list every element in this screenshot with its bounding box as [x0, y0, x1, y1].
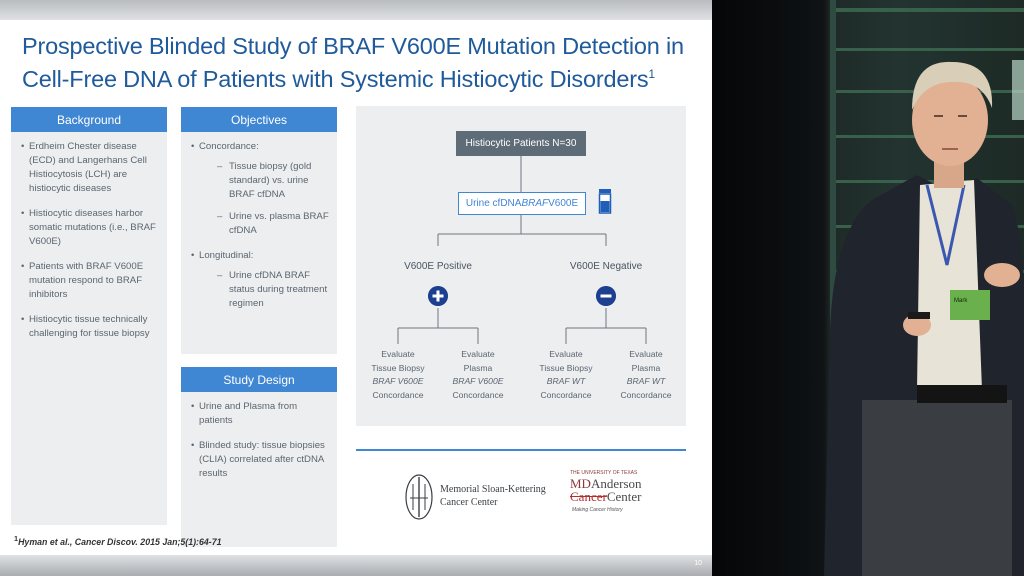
- mda-cancer-center: [570, 489, 641, 505]
- urine-label-prefix: Urine cfDNA: [465, 198, 522, 209]
- speaker-badge-name: Mark: [954, 298, 968, 304]
- mda-university-text: THE UNIVERSITY OF TEXAS: [570, 470, 638, 476]
- objective-concordance: Concordance:: [199, 141, 259, 152]
- leaf-line: Concordance: [452, 389, 504, 400]
- objective-longitudinal: Longitudinal:: [199, 250, 254, 261]
- md-anderson-logo: [570, 470, 660, 520]
- list-item: • Urine and Plasma from patients: [191, 400, 329, 428]
- study-flow-diagram: [356, 106, 686, 426]
- leaf-line: Tissue Biopsy: [539, 362, 593, 373]
- slide-top-bar: [0, 0, 712, 20]
- list-item: [191, 249, 329, 311]
- leaf-line: Concordance: [372, 389, 424, 400]
- stage-camera-view: [712, 0, 1024, 576]
- title-line-1: Prospective Blinded Study of BRAF V600E Mutation Detection in: [22, 33, 684, 59]
- study-design-header: Study Design: [181, 367, 337, 392]
- study-design-section: [181, 367, 337, 547]
- objectives-body: [181, 132, 337, 354]
- negative-label: V600E Negative: [569, 261, 643, 272]
- logo-divider: [356, 449, 686, 451]
- leaf-line: BRAF WT: [626, 376, 666, 386]
- mskcc-name-line2: Cancer Center: [440, 497, 498, 508]
- page-number: 10: [694, 560, 702, 567]
- leaf-line: BRAF V600E: [452, 376, 504, 386]
- objectives-list: [181, 132, 337, 311]
- leaf-line: Evaluate: [461, 349, 495, 359]
- list-item: – Urine vs. plasma BRAF cfDNA: [217, 210, 329, 238]
- leaf-line: Concordance: [540, 389, 592, 400]
- objectives-section: [181, 107, 337, 354]
- footnote-marker: 1: [14, 534, 19, 543]
- speaker-photo: [712, 0, 1024, 576]
- mskcc-logo: [402, 470, 546, 525]
- urine-label-suffix: V600E: [548, 198, 579, 209]
- list-item: [191, 140, 329, 238]
- leaf-line: Concordance: [620, 389, 672, 400]
- leaf-tissue-v600e: [360, 348, 436, 402]
- leaf-line: Evaluate: [629, 349, 663, 359]
- title-line-2: Cell-Free DNA of Patients with Systemic Histiocytic Disorders: [22, 66, 649, 92]
- leaf-line: BRAF V600E: [372, 376, 424, 386]
- leaf-line: Plasma: [463, 362, 493, 373]
- mskcc-name-line1: Memorial Sloan-Kettering: [440, 484, 546, 495]
- urine-label-gene: BRAF: [521, 198, 549, 209]
- title-superscript: 1: [648, 67, 655, 82]
- list-item: • Blinded study: tissue biopsies (CLIA) correlated after ctDNA results: [191, 439, 329, 481]
- list-item: • Erdheim Chester disease (ECD) and Langerhans Cell Histiocytosis (LCH) are histiocytic diseases: [21, 140, 159, 196]
- mda-center: Center: [606, 489, 642, 504]
- objective-sublist: [199, 269, 329, 311]
- objectives-header: Objectives: [181, 107, 337, 132]
- leaf-line: Tissue Biopsy: [371, 362, 425, 373]
- objective-sublist: [199, 160, 329, 238]
- study-design-body: [181, 392, 337, 547]
- background-section: [11, 107, 167, 525]
- mda-anderson: Anderson: [590, 476, 642, 491]
- list-item: • Patients with BRAF V600E mutation respond to BRAF inhibitors: [21, 260, 159, 302]
- patients-node: Histiocytic Patients N=30: [456, 131, 586, 156]
- plus-icon: [428, 286, 448, 306]
- leaf-plasma-wt: [608, 348, 684, 402]
- list-item: • Histiocytic diseases harbor somatic mutations (i.e., BRAF V600E): [21, 207, 159, 249]
- positive-label: V600E Positive: [404, 261, 472, 272]
- urine-cup-icon: [598, 189, 612, 214]
- study-design-list: [181, 392, 337, 481]
- background-body: [11, 132, 167, 525]
- mskcc-emblem-icon: [402, 472, 436, 522]
- urine-cfdna-node: [458, 192, 586, 215]
- footnote-citation: Hyman et al., Cancer Discov. 2015 Jan;5(1):64-71: [18, 536, 222, 547]
- mda-md: MD: [570, 476, 591, 491]
- list-item: – Tissue biopsy (gold standard) vs. urine BRAF cfDNA: [217, 160, 329, 202]
- leaf-line: BRAF WT: [546, 376, 586, 386]
- background-list: [11, 132, 167, 341]
- leaf-line: Plasma: [631, 362, 661, 373]
- leaf-line: Evaluate: [549, 349, 583, 359]
- footnote: [14, 534, 222, 547]
- slide-bottom-bar: [0, 555, 712, 576]
- minus-icon: [596, 286, 616, 306]
- leaf-tissue-wt: [528, 348, 604, 402]
- slide-title: [22, 30, 692, 96]
- leaf-plasma-v600e: [440, 348, 516, 402]
- list-item: • Histiocytic tissue technically challenging for tissue biopsy: [21, 313, 159, 341]
- background-header: Background: [11, 107, 167, 132]
- mda-tagline: Making Cancer History: [572, 507, 623, 513]
- list-item: – Urine cfDNA BRAF status during treatment regimen: [217, 269, 329, 311]
- leaf-line: Evaluate: [381, 349, 415, 359]
- mda-cancer: Cancer: [570, 489, 607, 504]
